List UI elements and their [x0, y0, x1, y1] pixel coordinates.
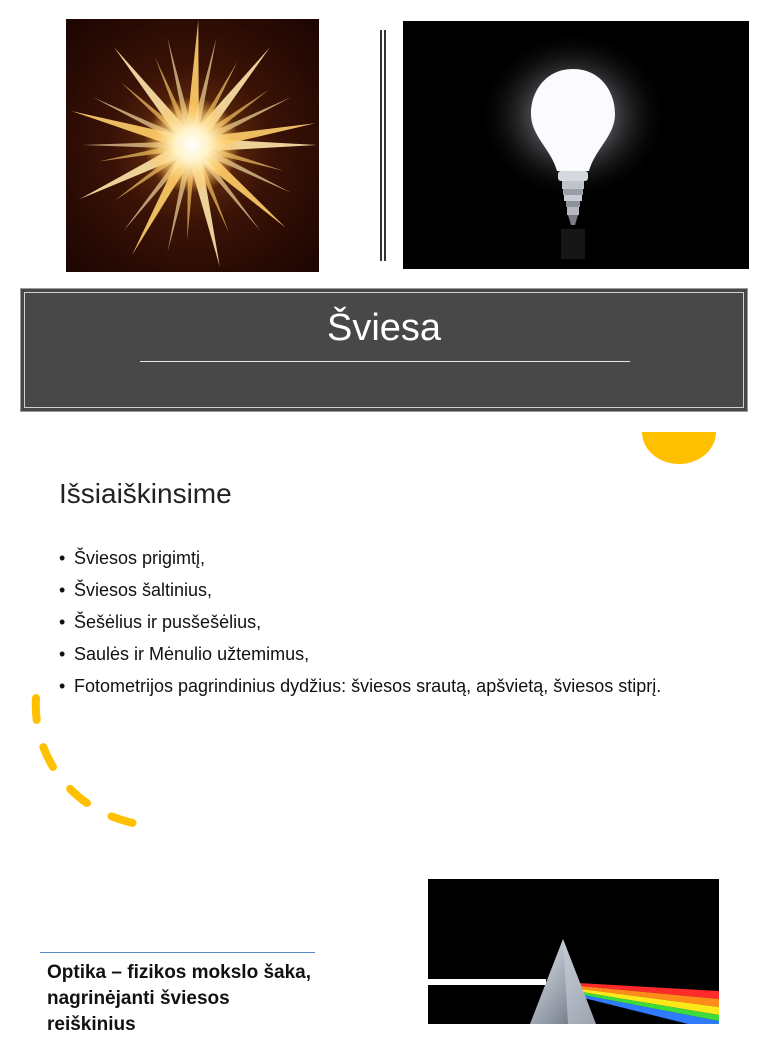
light-bulb-image — [403, 21, 749, 269]
list-item: • Saulės ir Mėnulio užtemimus, — [59, 642, 719, 666]
accent-half-circle — [642, 432, 716, 464]
slide-title-text: Šviesa — [326, 307, 442, 349]
optics-definition: Optika – fizikos mokslo šaka, nagrinėjanti šviesos reiškinius — [47, 962, 311, 1035]
goals-heading: Išsiaiškinsime — [59, 478, 232, 509]
prism-image — [428, 879, 719, 1024]
list-item: • Šviesos šaltinius, — [59, 578, 719, 602]
list-item: • Fotometrijos pagrindinius dydžius: šviesos srautą, apšvietą, šviesos stiprį. — [59, 674, 719, 698]
slide-title — [0, 0, 768, 432]
slide-optics — [0, 864, 768, 1035]
starburst-image — [66, 19, 319, 272]
goals-list — [59, 546, 719, 706]
optics-rule — [40, 952, 315, 953]
dashed-arc-decoration — [20, 682, 170, 842]
slide-goals — [0, 432, 768, 864]
list-item: • Šviesos prigimtį, — [59, 546, 719, 570]
title-panel — [20, 288, 748, 412]
vertical-divider — [380, 30, 386, 261]
title-underline — [140, 361, 630, 362]
list-item: • Šešėlius ir pusšešėlius, — [59, 610, 719, 634]
